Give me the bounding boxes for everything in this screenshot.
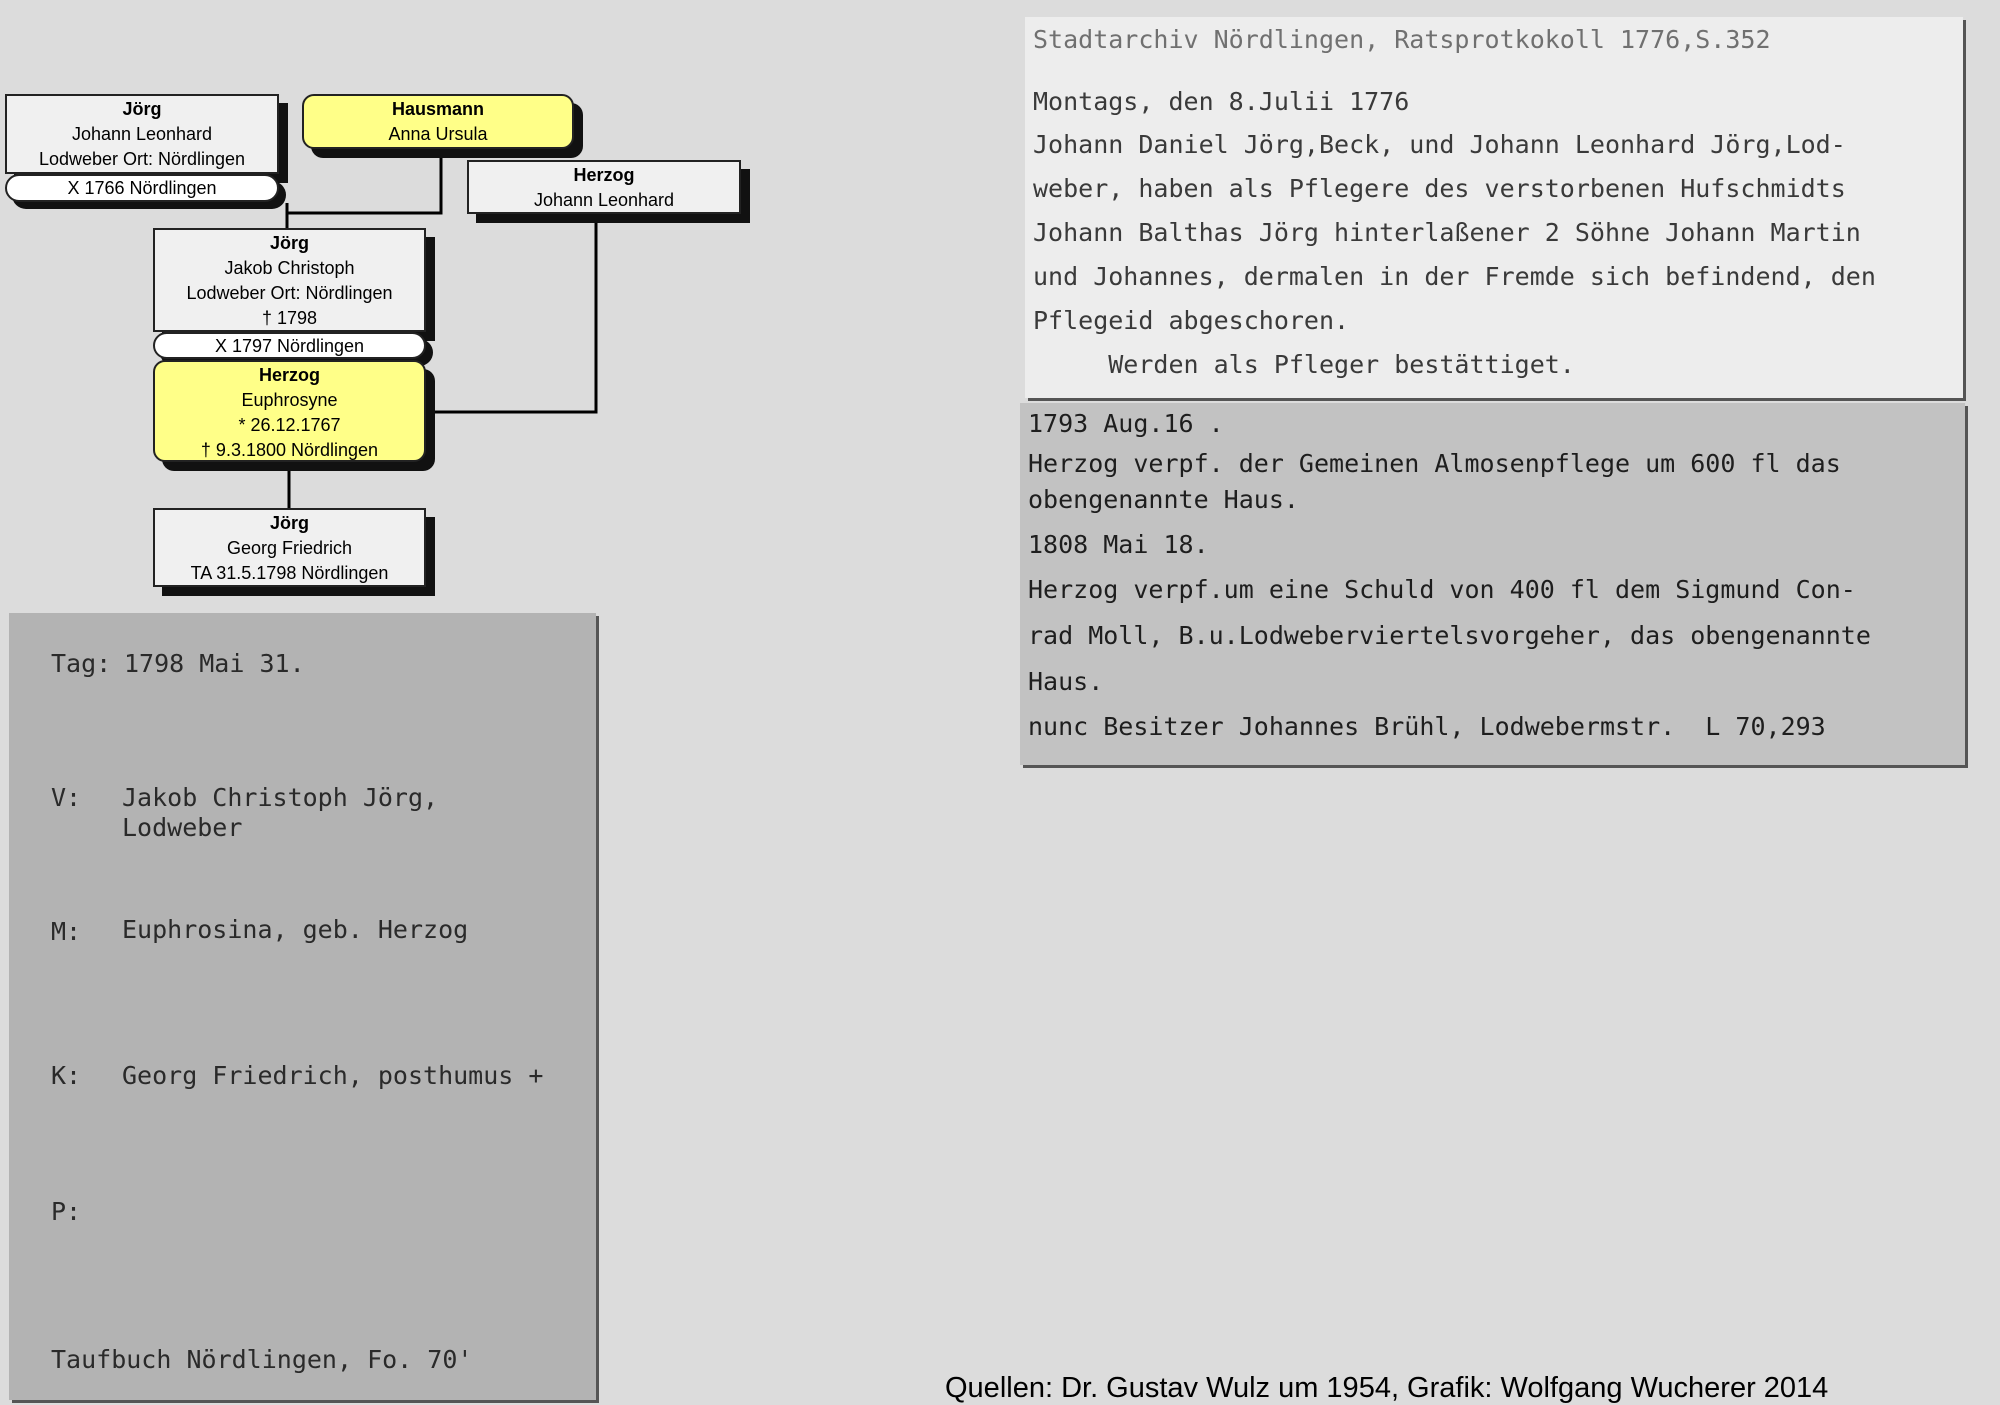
baptism-record-scan: [9, 613, 596, 1400]
person-surname: Hausmann: [391, 99, 485, 119]
council-record-line: Johann Daniel Jörg,Beck, und Johann Leonhard Jörg,Lod-: [1033, 130, 1846, 159]
person-death: † 1798: [261, 308, 318, 328]
marriage-label: X 1797 Nördlingen: [214, 336, 365, 356]
person-detail: Lodweber Ort: Nördlingen: [38, 149, 246, 169]
council-record-line: Montags, den 8.Julii 1776: [1033, 87, 1410, 116]
connector-paternal-grandparents: [287, 153, 441, 213]
person-given-name: Euphrosyne: [241, 390, 338, 410]
card-source: Taufbuch Nördlingen, Fo. 70': [51, 1345, 473, 1374]
house-register-line: Haus.: [1028, 667, 1104, 696]
person-baptism: TA 31.5.1798 Nördlingen: [190, 563, 389, 583]
marriage-parents: [153, 332, 426, 359]
person-jakob-christoph-joerg: [153, 228, 426, 332]
card-father-label: V:: [51, 783, 82, 812]
person-given-name: Jakob Christoph: [224, 258, 355, 278]
person-given-name: Johann Leonhard: [71, 124, 213, 144]
person-anna-ursula-hausmann: [302, 94, 574, 149]
marriage-grandparents: [5, 174, 279, 202]
marriage-label: X 1766 Nördlingen: [67, 178, 217, 198]
council-record-line: und Johannes, dermalen in der Fremde sich befindend, den: [1033, 262, 1876, 291]
person-death: † 9.3.1800 Nördlingen: [200, 440, 379, 460]
person-given-name: Anna Ursula: [388, 124, 488, 144]
council-record-line: Johann Balthas Jörg hinterlaßener 2 Söhne Johann Martin: [1033, 218, 1861, 247]
card-date-label: Tag:: [51, 649, 112, 678]
house-register-line: Herzog verpf.um eine Schuld von 400 fl dem Sigmund Con-: [1028, 575, 1856, 604]
house-register-line: nunc Besitzer Johannes Brühl, Lodwebermstr. L 70,293: [1028, 712, 1826, 741]
card-father-trade: Lodweber: [122, 813, 243, 842]
person-surname: Jörg: [269, 233, 309, 253]
house-register-line: rad Moll, B.u.Lodweberviertelsvorgeher, das obengenannte: [1028, 621, 1871, 650]
card-godparent-label: P:: [51, 1197, 82, 1226]
card-child-label: K:: [51, 1061, 82, 1090]
source-caption: Quellen: Dr. Gustav Wulz um 1954, Grafik: Wolfgang Wucherer 2014: [945, 1372, 1829, 1404]
card-mother: Euphrosina, geb. Herzog: [122, 915, 469, 944]
connector-to-mother: [426, 216, 596, 412]
house-register-line: 1793 Aug.16 .: [1028, 409, 1224, 438]
card-child: Georg Friedrich, posthumus +: [122, 1061, 544, 1090]
council-record-header: Stadtarchiv Nördlingen, Ratsprotkokoll 1776,S.352: [1033, 25, 1771, 54]
person-surname: Jörg: [269, 513, 309, 533]
council-record-line: Pflegeid abgeschoren.: [1033, 306, 1350, 335]
person-surname: Herzog: [258, 365, 320, 385]
person-birth: * 26.12.1767: [238, 415, 341, 435]
house-register-line: obengenannte Haus.: [1028, 485, 1299, 514]
card-father-name: Jakob Christoph Jörg,: [122, 783, 439, 812]
house-register-line: 1808 Mai 18.: [1028, 530, 1209, 559]
council-record-line: Werden als Pfleger bestättiget.: [1033, 350, 1575, 379]
council-record-line: weber, haben als Pflegere des verstorbenen Hufschmidts: [1033, 174, 1846, 203]
person-euphrosyne-herzog: [153, 360, 426, 462]
person-johann-leonhard-herzog: [467, 160, 741, 214]
person-surname: Jörg: [122, 99, 162, 119]
person-given-name: Georg Friedrich: [226, 538, 353, 558]
card-date: 1798 Mai 31.: [124, 649, 305, 678]
person-detail: Lodweber Ort: Nördlingen: [186, 283, 393, 303]
person-georg-friedrich-joerg: [153, 508, 426, 587]
person-given-name: Johann Leonhard: [533, 190, 675, 210]
house-register-line: Herzog verpf. der Gemeinen Almosenpflege um 600 fl das: [1028, 449, 1841, 478]
house-register-scan: [1020, 403, 1965, 765]
person-surname: Herzog: [573, 165, 635, 185]
person-johann-leonhard-joerg: [5, 94, 279, 174]
council-record-scan: [1025, 17, 1963, 398]
card-mother-label: M:: [51, 917, 82, 946]
